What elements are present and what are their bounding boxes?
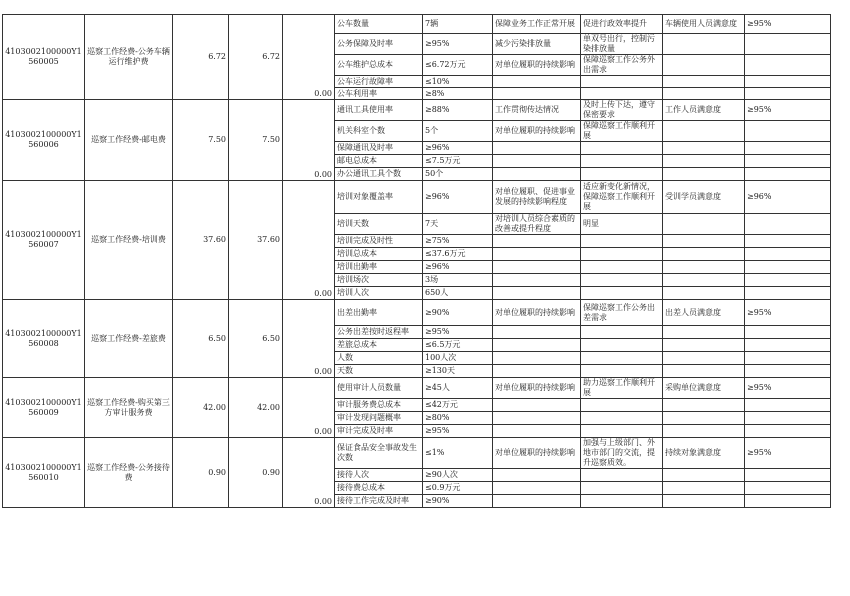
indicator-name: 保障通讯及时率 bbox=[335, 142, 423, 155]
benefit-indicator-value: 适应新变化新情况，保障巡察工作顺利开展 bbox=[581, 181, 663, 214]
table-row bbox=[3, 378, 831, 399]
indicator-name: 公车维护总成本 bbox=[335, 55, 423, 76]
budget-amount: 0.90 bbox=[173, 438, 229, 508]
satisfaction-indicator-value: ≥95% bbox=[745, 15, 831, 34]
fiscal-amount: 6.72 bbox=[229, 15, 283, 100]
indicator-name: 出差出勤率 bbox=[335, 300, 423, 326]
table-row bbox=[3, 300, 831, 326]
indicator-name: 通讯工具使用率 bbox=[335, 100, 423, 121]
project-name: 巡察工作经费-培训费 bbox=[85, 181, 173, 300]
benefit-indicator-name bbox=[493, 274, 581, 287]
indicator-name: 培训场次 bbox=[335, 274, 423, 287]
satisfaction-indicator-name bbox=[663, 365, 745, 378]
satisfaction-indicator-name: 采购单位满意度 bbox=[663, 378, 745, 399]
indicator-name: 人数 bbox=[335, 352, 423, 365]
table-row bbox=[3, 438, 831, 469]
satisfaction-indicator-value bbox=[745, 235, 831, 248]
benefit-indicator-name bbox=[493, 235, 581, 248]
satisfaction-indicator-value bbox=[745, 155, 831, 168]
benefit-indicator-name bbox=[493, 261, 581, 274]
benefit-indicator-name bbox=[493, 142, 581, 155]
table-row bbox=[3, 15, 831, 34]
indicator-value: 100人次 bbox=[423, 352, 493, 365]
indicator-value: ≥90人次 bbox=[423, 469, 493, 482]
satisfaction-indicator-value bbox=[745, 412, 831, 425]
satisfaction-indicator-name bbox=[663, 155, 745, 168]
satisfaction-indicator-value bbox=[745, 274, 831, 287]
indicator-name: 培训完成及时性 bbox=[335, 235, 423, 248]
satisfaction-indicator-value bbox=[745, 482, 831, 495]
fiscal-amount: 7.50 bbox=[229, 100, 283, 181]
indicator-name: 培训天数 bbox=[335, 214, 423, 235]
benefit-indicator-name: 对单位履职的持续影响 bbox=[493, 378, 581, 399]
indicator-value: ≥96% bbox=[423, 142, 493, 155]
satisfaction-indicator-name bbox=[663, 261, 745, 274]
satisfaction-indicator-value: ≥95% bbox=[745, 438, 831, 469]
benefit-indicator-name bbox=[493, 399, 581, 412]
benefit-indicator-value: 加强与上级部门、外地市部门的交流，提升巡察质效。 bbox=[581, 438, 663, 469]
satisfaction-indicator-value bbox=[745, 214, 831, 235]
satisfaction-indicator-name bbox=[663, 274, 745, 287]
indicator-value: ≤6.5万元 bbox=[423, 339, 493, 352]
benefit-indicator-value bbox=[581, 168, 663, 181]
benefit-indicator-value: 保障巡察工作顺利开展 bbox=[581, 121, 663, 142]
indicator-value: ≥95% bbox=[423, 34, 493, 55]
satisfaction-indicator-name: 出差人员满意度 bbox=[663, 300, 745, 326]
satisfaction-indicator-value bbox=[745, 76, 831, 88]
indicator-value: ≤42万元 bbox=[423, 399, 493, 412]
benefit-indicator-value bbox=[581, 76, 663, 88]
benefit-indicator-value: 促进行政效率提升 bbox=[581, 15, 663, 34]
satisfaction-indicator-value bbox=[745, 495, 831, 508]
indicator-name: 保证食品安全事故发生次数 bbox=[335, 438, 423, 469]
indicator-name: 接待人次 bbox=[335, 469, 423, 482]
indicator-value: 7天 bbox=[423, 214, 493, 235]
benefit-indicator-value bbox=[581, 287, 663, 300]
indicator-name: 邮电总成本 bbox=[335, 155, 423, 168]
benefit-indicator-value bbox=[581, 326, 663, 339]
other-amount: 0.00 bbox=[283, 15, 335, 100]
project-name: 巡察工作经费-公务接待费 bbox=[85, 438, 173, 508]
table-row bbox=[3, 181, 831, 214]
project-code: 4103002100000Y1560005 bbox=[3, 15, 85, 100]
benefit-indicator-name bbox=[493, 88, 581, 100]
table-body bbox=[3, 15, 831, 508]
satisfaction-indicator-name bbox=[663, 248, 745, 261]
benefit-indicator-value: 保障巡察工作公务外出需求 bbox=[581, 55, 663, 76]
satisfaction-indicator-value bbox=[745, 55, 831, 76]
satisfaction-indicator-name bbox=[663, 352, 745, 365]
other-amount: 0.00 bbox=[283, 438, 335, 508]
indicator-name: 公车运行故障率 bbox=[335, 76, 423, 88]
satisfaction-indicator-name bbox=[663, 121, 745, 142]
satisfaction-indicator-value bbox=[745, 34, 831, 55]
benefit-indicator-value: 明显 bbox=[581, 214, 663, 235]
other-amount: 0.00 bbox=[283, 100, 335, 181]
budget-amount: 6.50 bbox=[173, 300, 229, 378]
satisfaction-indicator-value bbox=[745, 142, 831, 155]
project-name: 巡察工作经费-差旅费 bbox=[85, 300, 173, 378]
satisfaction-indicator-name bbox=[663, 482, 745, 495]
benefit-indicator-value: 及时上传下达，遵守保密要求 bbox=[581, 100, 663, 121]
indicator-name: 办公通讯工具个数 bbox=[335, 168, 423, 181]
benefit-indicator-name bbox=[493, 412, 581, 425]
indicator-value: 3场 bbox=[423, 274, 493, 287]
satisfaction-indicator-value bbox=[745, 121, 831, 142]
indicator-name: 培训总成本 bbox=[335, 248, 423, 261]
benefit-indicator-value bbox=[581, 88, 663, 100]
benefit-indicator-name bbox=[493, 482, 581, 495]
satisfaction-indicator-name bbox=[663, 339, 745, 352]
benefit-indicator-value bbox=[581, 399, 663, 412]
indicator-value: ≥95% bbox=[423, 425, 493, 438]
indicator-value: ≤37.6万元 bbox=[423, 248, 493, 261]
indicator-name: 机关科室个数 bbox=[335, 121, 423, 142]
performance-table-sheet bbox=[0, 14, 850, 508]
fiscal-amount: 42.00 bbox=[229, 378, 283, 438]
benefit-indicator-name: 保障业务工作正常开展 bbox=[493, 15, 581, 34]
indicator-name: 公务保障及时率 bbox=[335, 34, 423, 55]
other-amount: 0.00 bbox=[283, 181, 335, 300]
satisfaction-indicator-name bbox=[663, 495, 745, 508]
indicator-name: 公车利用率 bbox=[335, 88, 423, 100]
project-name: 巡察工作经费-购买第三方审计服务费 bbox=[85, 378, 173, 438]
indicator-value: 5个 bbox=[423, 121, 493, 142]
benefit-indicator-name bbox=[493, 248, 581, 261]
satisfaction-indicator-name bbox=[663, 34, 745, 55]
budget-amount: 42.00 bbox=[173, 378, 229, 438]
table-row bbox=[3, 100, 831, 121]
indicator-value: 7辆 bbox=[423, 15, 493, 34]
benefit-indicator-name: 对单位履职的持续影响 bbox=[493, 55, 581, 76]
other-amount: 0.00 bbox=[283, 378, 335, 438]
benefit-indicator-name bbox=[493, 365, 581, 378]
satisfaction-indicator-value bbox=[745, 399, 831, 412]
benefit-indicator-name: 对单位履职、促进事业发展的持续影响程度 bbox=[493, 181, 581, 214]
benefit-indicator-name bbox=[493, 287, 581, 300]
benefit-indicator-value bbox=[581, 142, 663, 155]
indicator-value: ≥130天 bbox=[423, 365, 493, 378]
satisfaction-indicator-name bbox=[663, 326, 745, 339]
indicator-value: ≤7.5万元 bbox=[423, 155, 493, 168]
fiscal-amount: 0.90 bbox=[229, 438, 283, 508]
benefit-indicator-name bbox=[493, 168, 581, 181]
benefit-indicator-name bbox=[493, 339, 581, 352]
satisfaction-indicator-name bbox=[663, 88, 745, 100]
indicator-name: 公车数量 bbox=[335, 15, 423, 34]
satisfaction-indicator-value bbox=[745, 326, 831, 339]
benefit-indicator-name bbox=[493, 425, 581, 438]
benefit-indicator-name bbox=[493, 76, 581, 88]
satisfaction-indicator-value bbox=[745, 365, 831, 378]
satisfaction-indicator-value bbox=[745, 261, 831, 274]
benefit-indicator-value bbox=[581, 469, 663, 482]
indicator-value: ≥80% bbox=[423, 412, 493, 425]
indicator-value: ≥90% bbox=[423, 495, 493, 508]
benefit-indicator-value bbox=[581, 352, 663, 365]
project-code: 4103002100000Y1560006 bbox=[3, 100, 85, 181]
indicator-value: ≤10% bbox=[423, 76, 493, 88]
indicator-value: 50个 bbox=[423, 168, 493, 181]
satisfaction-indicator-value bbox=[745, 168, 831, 181]
benefit-indicator-name: 对单位履职的持续影响 bbox=[493, 438, 581, 469]
satisfaction-indicator-value: ≥95% bbox=[745, 378, 831, 399]
benefit-indicator-name bbox=[493, 155, 581, 168]
other-amount: 0.00 bbox=[283, 300, 335, 378]
benefit-indicator-name bbox=[493, 326, 581, 339]
satisfaction-indicator-value bbox=[745, 287, 831, 300]
budget-amount: 37.60 bbox=[173, 181, 229, 300]
indicator-name: 接待工作完成及时率 bbox=[335, 495, 423, 508]
benefit-indicator-name: 对单位履职的持续影响 bbox=[493, 121, 581, 142]
benefit-indicator-name bbox=[493, 469, 581, 482]
benefit-indicator-name: 对单位履职的持续影响 bbox=[493, 300, 581, 326]
indicator-name: 接待费总成本 bbox=[335, 482, 423, 495]
satisfaction-indicator-value bbox=[745, 425, 831, 438]
benefit-indicator-value bbox=[581, 155, 663, 168]
benefit-indicator-value bbox=[581, 495, 663, 508]
benefit-indicator-value: 单双号出行，控制污染排放量 bbox=[581, 34, 663, 55]
indicator-value: ≥75% bbox=[423, 235, 493, 248]
satisfaction-indicator-value bbox=[745, 248, 831, 261]
indicator-name: 差旅总成本 bbox=[335, 339, 423, 352]
indicator-value: ≤6.72万元 bbox=[423, 55, 493, 76]
indicator-name: 公务出差按时返程率 bbox=[335, 326, 423, 339]
satisfaction-indicator-name bbox=[663, 214, 745, 235]
benefit-indicator-name: 减少污染排放量 bbox=[493, 34, 581, 55]
benefit-indicator-value bbox=[581, 425, 663, 438]
satisfaction-indicator-value: ≥96% bbox=[745, 181, 831, 214]
satisfaction-indicator-name bbox=[663, 55, 745, 76]
indicator-value: ≥96% bbox=[423, 261, 493, 274]
satisfaction-indicator-value bbox=[745, 339, 831, 352]
benefit-indicator-value bbox=[581, 365, 663, 378]
satisfaction-indicator-name bbox=[663, 425, 745, 438]
satisfaction-indicator-value: ≥95% bbox=[745, 300, 831, 326]
benefit-indicator-value bbox=[581, 248, 663, 261]
satisfaction-indicator-name: 持续对象满意度 bbox=[663, 438, 745, 469]
indicator-name: 培训出勤率 bbox=[335, 261, 423, 274]
indicator-name: 使用审计人员数量 bbox=[335, 378, 423, 399]
fiscal-amount: 6.50 bbox=[229, 300, 283, 378]
satisfaction-indicator-name: 工作人员满意度 bbox=[663, 100, 745, 121]
satisfaction-indicator-name: 受训学员满意度 bbox=[663, 181, 745, 214]
satisfaction-indicator-value bbox=[745, 352, 831, 365]
indicator-value: ≥96% bbox=[423, 181, 493, 214]
fiscal-amount: 37.60 bbox=[229, 181, 283, 300]
project-name: 巡察工作经费-邮电费 bbox=[85, 100, 173, 181]
benefit-indicator-name bbox=[493, 352, 581, 365]
project-code: 4103002100000Y1560010 bbox=[3, 438, 85, 508]
indicator-name: 培训人次 bbox=[335, 287, 423, 300]
project-code: 4103002100000Y1560008 bbox=[3, 300, 85, 378]
project-code: 4103002100000Y1560007 bbox=[3, 181, 85, 300]
benefit-indicator-value bbox=[581, 274, 663, 287]
satisfaction-indicator-name bbox=[663, 399, 745, 412]
benefit-indicator-name bbox=[493, 495, 581, 508]
satisfaction-indicator-name: 车辆使用人员满意度 bbox=[663, 15, 745, 34]
satisfaction-indicator-value bbox=[745, 469, 831, 482]
satisfaction-indicator-name bbox=[663, 287, 745, 300]
benefit-indicator-name: 工作贯彻传达情况 bbox=[493, 100, 581, 121]
benefit-indicator-value bbox=[581, 412, 663, 425]
indicator-value: ≥8% bbox=[423, 88, 493, 100]
benefit-indicator-value bbox=[581, 235, 663, 248]
project-name: 巡察工作经费-公务车辆运行维护费 bbox=[85, 15, 173, 100]
benefit-indicator-value bbox=[581, 339, 663, 352]
indicator-value: ≥45人 bbox=[423, 378, 493, 399]
indicator-value: ≥95% bbox=[423, 326, 493, 339]
benefit-indicator-value: 保障巡察工作公务出差需求 bbox=[581, 300, 663, 326]
satisfaction-indicator-name bbox=[663, 168, 745, 181]
benefit-indicator-value bbox=[581, 482, 663, 495]
benefit-indicator-value bbox=[581, 261, 663, 274]
satisfaction-indicator-value bbox=[745, 88, 831, 100]
project-code: 4103002100000Y1560009 bbox=[3, 378, 85, 438]
benefit-indicator-value: 助力巡察工作顺利开展 bbox=[581, 378, 663, 399]
indicator-value: ≤0.9万元 bbox=[423, 482, 493, 495]
satisfaction-indicator-name bbox=[663, 469, 745, 482]
indicator-name: 审计完成及时率 bbox=[335, 425, 423, 438]
benefit-indicator-name: 对培训人员综合素质的改善或提升程度 bbox=[493, 214, 581, 235]
indicator-value: 650人 bbox=[423, 287, 493, 300]
satisfaction-indicator-value: ≥95% bbox=[745, 100, 831, 121]
satisfaction-indicator-name bbox=[663, 235, 745, 248]
indicator-name: 天数 bbox=[335, 365, 423, 378]
indicator-name: 审计服务费总成本 bbox=[335, 399, 423, 412]
indicator-name: 培训对象覆盖率 bbox=[335, 181, 423, 214]
indicator-value: ≥90% bbox=[423, 300, 493, 326]
budget-amount: 6.72 bbox=[173, 15, 229, 100]
satisfaction-indicator-name bbox=[663, 412, 745, 425]
budget-amount: 7.50 bbox=[173, 100, 229, 181]
satisfaction-indicator-name bbox=[663, 76, 745, 88]
indicator-value: ≥88% bbox=[423, 100, 493, 121]
satisfaction-indicator-name bbox=[663, 142, 745, 155]
indicator-name: 审计发现问题概率 bbox=[335, 412, 423, 425]
indicator-value: ≤1% bbox=[423, 438, 493, 469]
performance-table bbox=[2, 14, 831, 508]
